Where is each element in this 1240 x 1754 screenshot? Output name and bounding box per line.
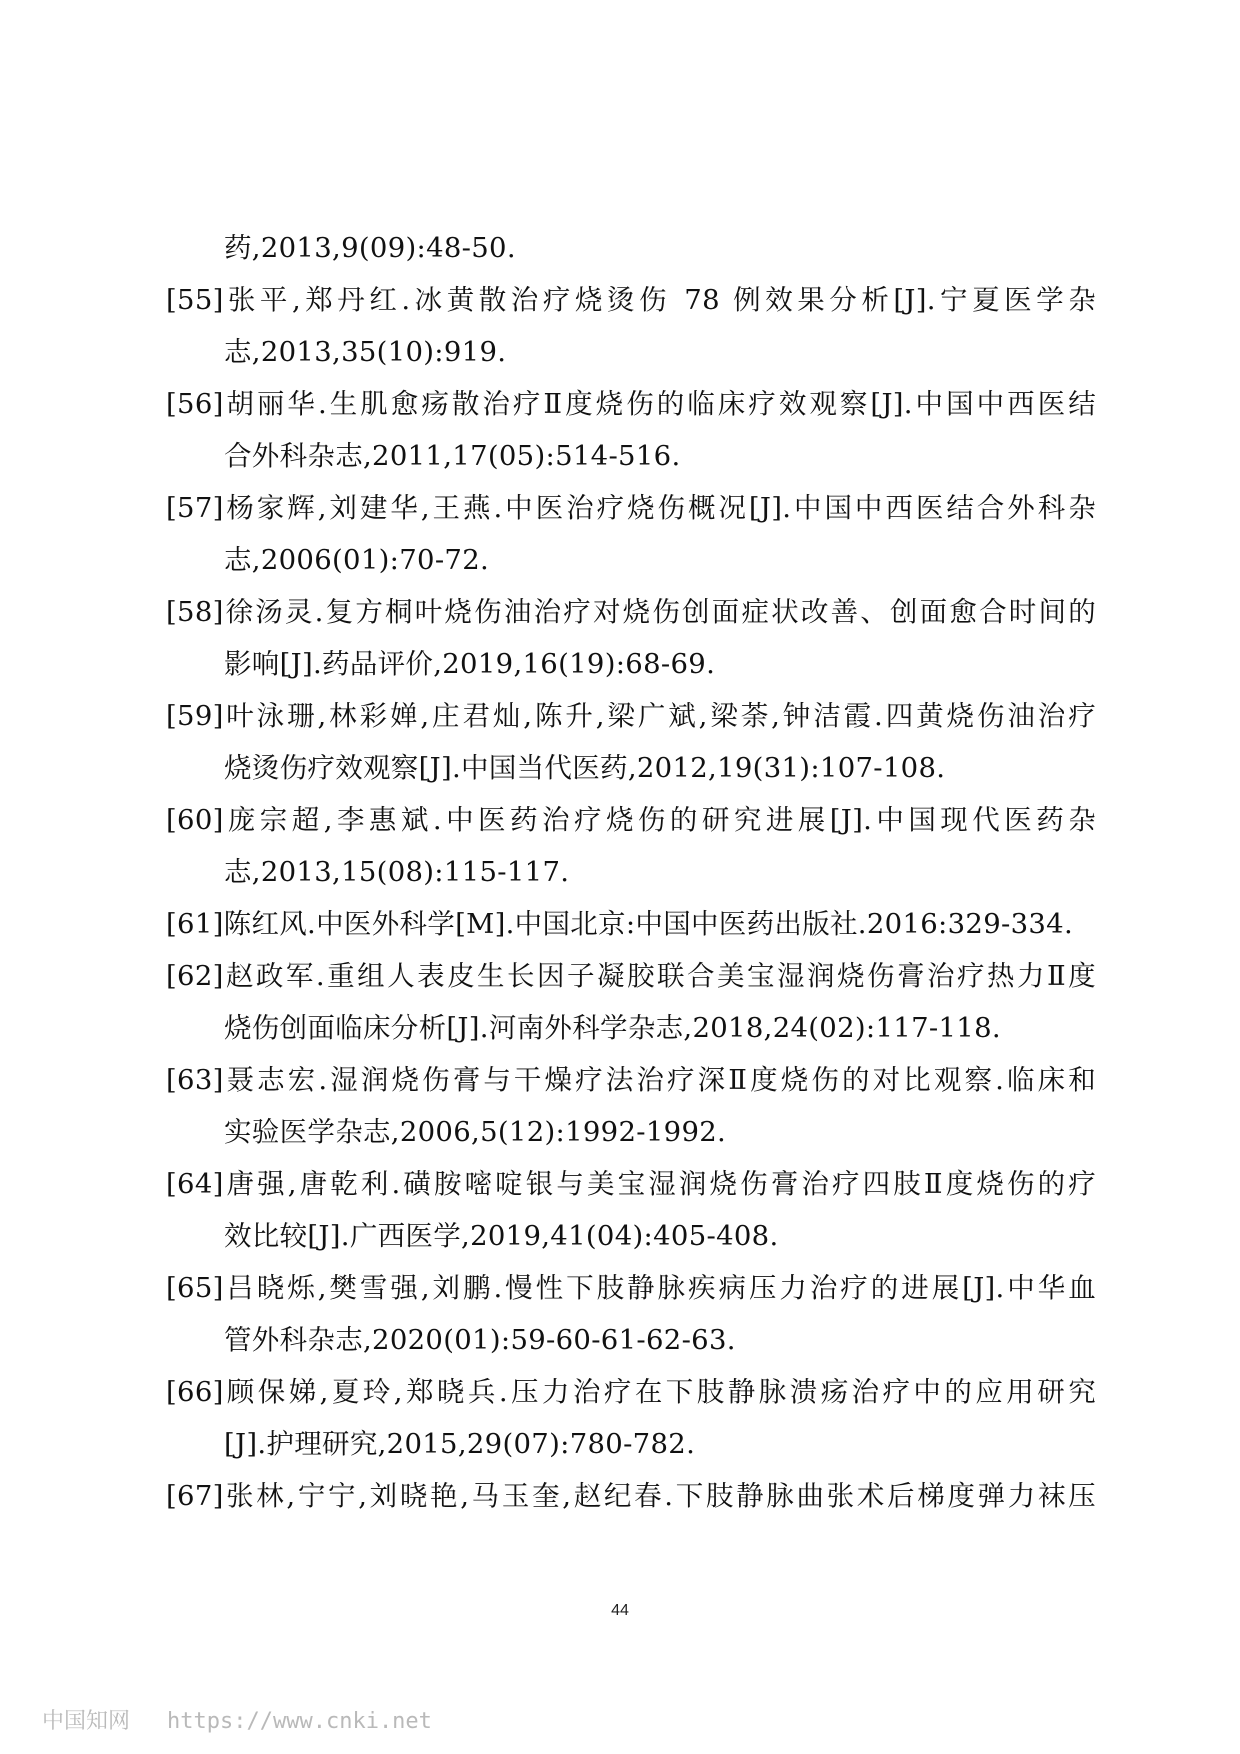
reference-entry (166, 482, 1096, 586)
reference-line: [60]庞宗超,李惠斌.中医药治疗烧伤的研究进展[J].中国现代医药杂 (166, 804, 1096, 836)
reference-line: [57]杨家辉,刘建华,王燕.中医治疗烧伤概况[J].中国中西医结合外科杂 (166, 492, 1096, 524)
reference-entry (166, 1470, 1096, 1522)
reference-line: [62]赵政军.重组人表皮生长因子凝胶联合美宝湿润烧伤膏治疗热力Ⅱ度 (166, 960, 1096, 992)
reference-entry (166, 222, 1096, 274)
reference-line: [63]聂志宏.湿润烧伤膏与干燥疗法治疗深Ⅱ度烧伤的对比观察.临床和 (166, 1064, 1096, 1096)
reference-line: 管外科杂志,2020(01):59-60-61-62-63. (224, 1324, 736, 1356)
reference-line: [59]叶泳珊,林彩婵,庄君灿,陈升,梁广斌,梁荼,钟洁霞.四黄烧伤油治疗 (166, 700, 1096, 732)
reference-line: 志,2013,15(08):115-117. (224, 856, 570, 888)
reference-line: 烧伤创面临床分析[J].河南外科学杂志,2018,24(02):117-118. (224, 1012, 1001, 1044)
reference-entry (166, 274, 1096, 378)
reference-line: 影响[J].药品评价,2019,16(19):68-69. (224, 648, 716, 680)
reference-entry (166, 1366, 1096, 1470)
reference-line: 效比较[J].广西医学,2019,41(04):405-408. (224, 1220, 779, 1252)
reference-line: [67]张林,宁宁,刘晓艳,马玉奎,赵纪春.下肢静脉曲张术后梯度弹力袜压 (166, 1480, 1096, 1512)
page-number: 44 (611, 1602, 629, 1619)
reference-line: [64]唐强,唐乾利.磺胺嘧啶银与美宝湿润烧伤膏治疗四肢Ⅱ度烧伤的疗 (166, 1168, 1096, 1200)
watermark-brand: 中国知网 (42, 1709, 131, 1734)
reference-line: [56]胡丽华.生肌愈疡散治疗Ⅱ度烧伤的临床疗效观察[J].中国中西医结 (166, 388, 1096, 420)
reference-line: [55]张平,郑丹红.冰黄散治疗烧烫伤 78 例效果分析[J].宁夏医学杂 (166, 284, 1096, 316)
reference-line: [66]顾保娣,夏玲,郑晓兵.压力治疗在下肢静脉溃疡治疗中的应用研究 (166, 1376, 1096, 1408)
reference-line: 合外科杂志,2011,17(05):514-516. (224, 440, 681, 472)
reference-line: [58]徐汤灵.复方桐叶烧伤油治疗对烧伤创面症状改善、创面愈合时间的 (166, 596, 1096, 628)
reference-entry (166, 378, 1096, 482)
reference-line: [61]陈红风.中医外科学[M].中国北京:中国中医药出版社.2016:329-334. (166, 908, 1074, 940)
reference-entry (166, 1262, 1096, 1366)
reference-line: 志,2006(01):70-72. (224, 544, 490, 576)
watermark-url: https://www.cnki.net (167, 1709, 432, 1734)
cnki-watermark (42, 1704, 432, 1735)
reference-entry (166, 898, 1096, 950)
reference-line: 烧烫伤疗效观察[J].中国当代医药,2012,19(31):107-108. (224, 752, 946, 784)
reference-entry (166, 1158, 1096, 1262)
reference-line: 药,2013,9(09):48-50. (224, 232, 516, 264)
reference-line: [J].护理研究,2015,29(07):780-782. (224, 1428, 696, 1460)
reference-list (166, 222, 1096, 1522)
reference-entry (166, 690, 1096, 794)
reference-entry (166, 586, 1096, 690)
reference-entry (166, 1054, 1096, 1158)
reference-line: 志,2013,35(10):919. (224, 336, 507, 368)
reference-line: [65]吕晓烁,樊雪强,刘鹏.慢性下肢静脉疾病压力治疗的进展[J].中华血 (166, 1272, 1096, 1304)
reference-entry (166, 950, 1096, 1054)
reference-line: 实验医学杂志,2006,5(12):1992-1992. (224, 1116, 727, 1148)
reference-entry (166, 794, 1096, 898)
